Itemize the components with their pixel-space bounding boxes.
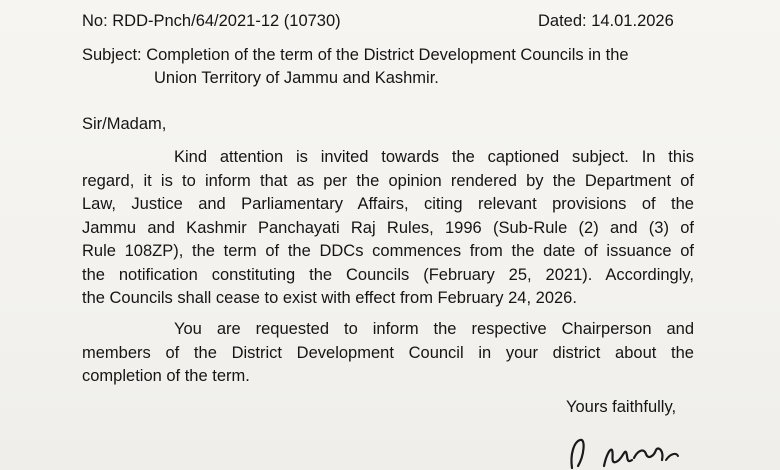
closing-phrase: Yours faithfully, — [566, 398, 677, 416]
paragraph-line: You are requested to inform the respective Chairperson and — [174, 320, 694, 338]
paragraph-line: Kind attention is invited towards the captioned subject. In this — [174, 148, 694, 166]
body-paragraph-1 — [82, 146, 694, 311]
body-paragraph-2 — [82, 318, 694, 389]
paragraph-line: the Councils shall cease to exist with effect from February 24, 2026. — [82, 289, 577, 307]
salutation: Sir/Madam, — [82, 115, 167, 133]
paragraph-line: Law, Justice and Parliamentary Affairs, citing relevant provisions of the — [82, 195, 694, 213]
letter-date: Dated: 14.01.2026 — [538, 12, 674, 30]
reference-number: No: RDD-Pnch/64/2021-12 (10730) — [82, 12, 341, 30]
signature-scribble — [560, 420, 710, 470]
paragraph-line: the notification constituting the Councils (February 25, 2021). Accordingly, — [82, 265, 694, 284]
subject-line-2: Union Territory of Jammu and Kashmir. — [154, 69, 439, 87]
paragraph-line: members of the District Development Council in your district about the — [82, 343, 694, 362]
paragraph-line: completion of the term. — [82, 367, 250, 385]
paragraph-line: Rule 108ZP), the term of the DDCs commences from the date of issuance of — [82, 242, 694, 260]
paragraph-line: regard, it is to inform that as per the opinion rendered by the Department of — [82, 171, 694, 190]
subject-line-1: Subject: Completion of the term of the District Development Councils in the — [82, 46, 629, 64]
paragraph-line: Jammu and Kashmir Panchayati Raj Rules, 1996 (Sub-Rule (2) and (3) of — [82, 218, 694, 237]
